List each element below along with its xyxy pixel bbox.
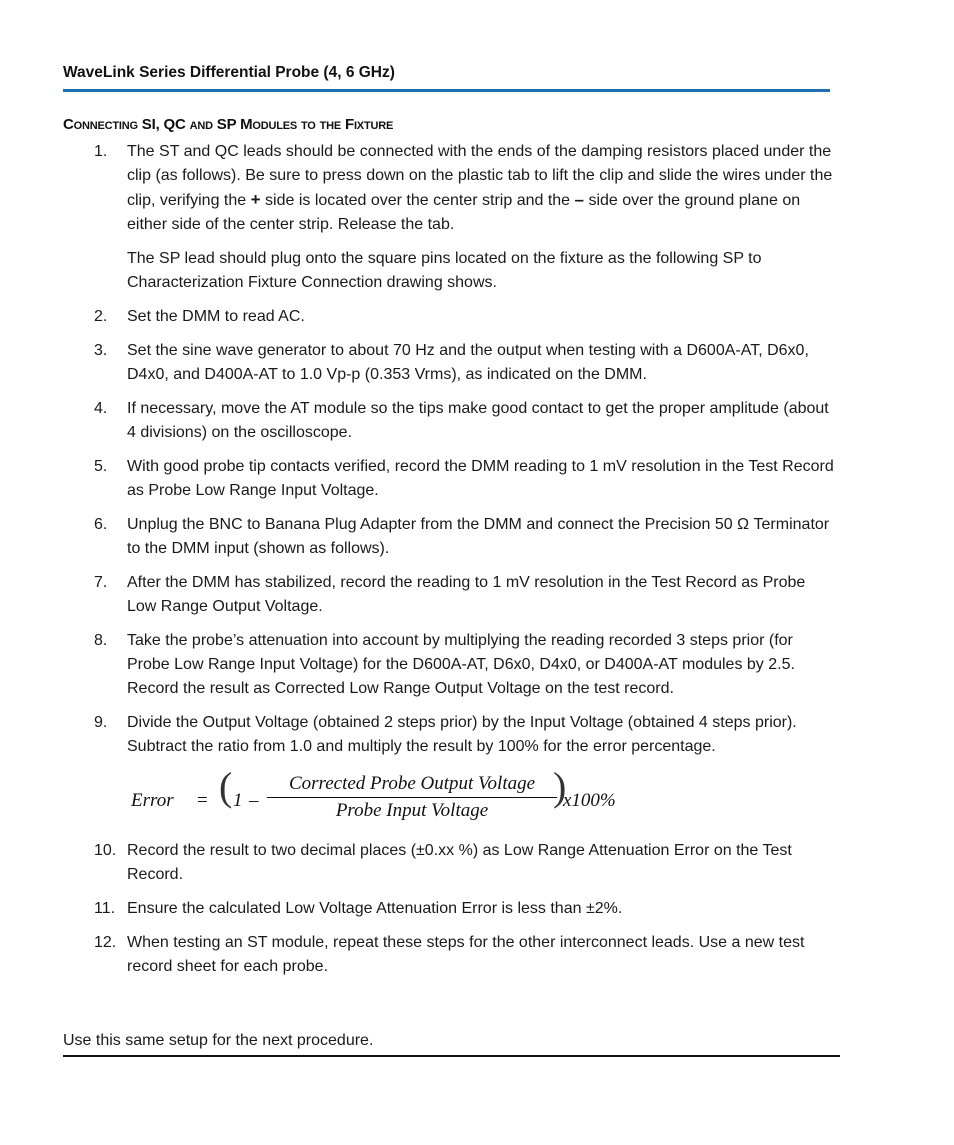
step-1 [63,140,838,295]
header-rule [63,89,830,92]
step-7 [63,571,838,619]
step-10 [63,839,838,887]
step-number: 3. [94,342,108,359]
step-text: Set the sine wave generator to about 70 Hz and the output when testing with a D600A-AT, D6x0, D4x0, and D400A-AT to 1.0 Vp-p (0.353 Vrms), as indicated on the DMM. [127,342,809,383]
formula-left-paren: ( [219,764,233,809]
formula-lhs: Error [131,790,174,811]
step-number: 2. [94,308,108,325]
step-number: 1. [94,143,108,160]
error-formula [131,764,838,829]
step-number: 12. [94,934,117,951]
step-text: If necessary, move the AT module so the tips make good contact to get the proper amplitude (about 4 divisions) on the oscilloscope. [127,400,829,441]
step-text: With good probe tip contacts verified, record the DMM reading to 1 mV resolution in the Test Record as Probe Low Range Input Voltage. [127,458,834,499]
step-number: 10. [94,842,117,859]
step-number: 4. [94,400,108,417]
step-12 [63,931,838,979]
formula-denominator: Probe Input Voltage [335,800,489,821]
step-number: 8. [94,632,108,649]
step-text: Ensure the calculated Low Voltage Attenuation Error is less than ±2%. [127,900,623,917]
step-number: 11. [94,900,116,917]
step-8 [63,629,838,701]
step-3 [63,339,838,387]
page-header-title: WaveLink Series Differential Probe (4, 6 GHz) [63,64,395,81]
minus-symbol: – [574,190,584,209]
step-number: 7. [94,574,108,591]
step-text: Unplug the BNC to Banana Plug Adapter from the DMM and connect the Precision 50 Ω Terminator to the DMM input (shown as follows). [127,516,830,557]
formula-minus: – [249,790,259,811]
step-text: Set the DMM to read AC. [127,308,305,325]
step-text: When testing an ST module, repeat these steps for the other interconnect leads. Use a new test record sheet for each probe. [127,934,805,975]
formula-numerator: Corrected Probe Output Voltage [267,773,557,798]
footer-note: Use this same setup for the next procedure. [63,1032,374,1049]
step-5 [63,455,838,503]
step-4 [63,397,838,445]
section-heading: Connecting SI, QC and SP Modules to the Fixture [63,116,394,133]
formula-one: 1 [233,790,243,811]
step-text: Take the probe’s attenuation into account by multiplying the reading recorded 3 steps prior (for Probe Low Range Input Voltage) for the D600A-AT, D6x0, D4x0, or D400A-AT modules by 2.5. Record the result as Corrected Low Range Output Voltage on the test record. [127,632,795,697]
formula-right-paren: ) [553,764,567,809]
footer-rule [63,1055,840,1057]
step-text: The ST and QC leads should be connected with the ends of the damping resistors placed under the clip (as follows). Be sure to press down on the plastic tab to lift the clip and slide the wires under the clip, verifying the + side is located over the center strip and the – side over the ground plane on either side of the center strip. Release the tab. [127,143,833,233]
plus-symbol: + [250,190,261,209]
formula-fraction [267,773,557,824]
procedure-steps [63,140,838,989]
step-subparagraph: The SP lead should plug onto the square pins located on the fixture as the following SP to Characterization Fixture Connection drawing shows. [127,250,762,291]
step-number: 9. [94,714,108,731]
step-number: 6. [94,516,108,533]
step-text: After the DMM has stabilized, record the reading to 1 mV resolution in the Test Record as Probe Low Range Output Voltage. [127,574,806,615]
step-11 [63,897,838,921]
formula-multiplier: x100% [563,790,616,811]
formula-equals: = [197,790,208,811]
step-6 [63,513,838,561]
step-text: Record the result to two decimal places (±0.xx %) as Low Range Attenuation Error on the Test Record. [127,842,792,883]
step-text: Divide the Output Voltage (obtained 2 steps prior) by the Input Voltage (obtained 4 steps prior). Subtract the ratio from 1.0 and multiply the result by 100% for the error percentage. [127,714,797,755]
step-2 [63,305,838,329]
step-9 [63,711,838,829]
step-number: 5. [94,458,108,475]
